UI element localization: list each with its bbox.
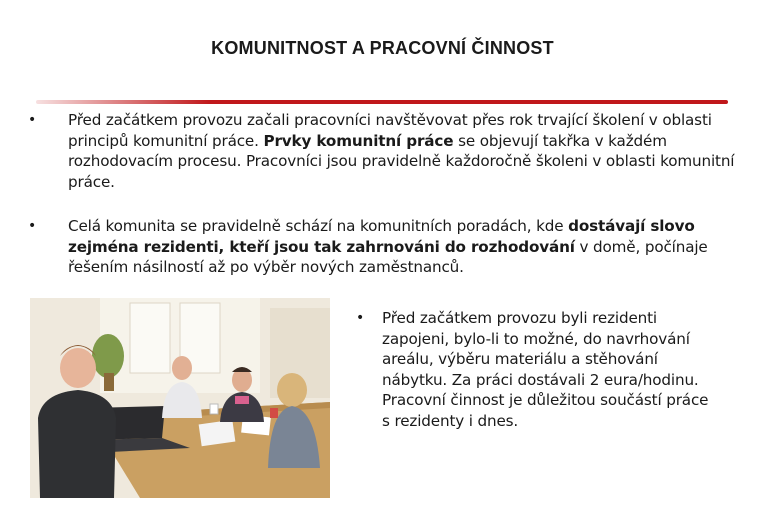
bullet-marker: • [28, 112, 37, 128]
slide-title: KOMUNITNOST A PRACOVNÍ ČINNOST [211, 38, 554, 58]
bullet-1-text-a: Před začátkem provozu začali pracovníci navštěvovat přes rok trvající školení v oblasti principů komunitní práce. [68, 111, 712, 150]
bullet-2-text-b: dostávají slovo zejména rezidenti, kteří jsou tak zahrnováni do rozhodování [68, 217, 695, 256]
meeting-photo [30, 298, 330, 498]
bullet-3 [356, 308, 714, 431]
bullet-1-text-b: Prvky komunitní práce [263, 131, 454, 150]
bullet-3-text: Před začátkem provozu byli rezidenti zapojeni, bylo-li to možné, do navrhování areálu, výběru materiálu a stěhování nábytku. Za práci dostávali 2 eura/hodinu. Pracovní činnost je důležitou součástí práce s rezidenty i dnes. [382, 309, 709, 430]
title-divider [36, 100, 728, 104]
bullet-marker: • [356, 310, 365, 326]
bullet-2 [28, 216, 758, 278]
bullet-1 [28, 110, 758, 192]
bullet-2-text-c: v domě, počínaje řešením násilností až po výběr nových zaměstnanců. [68, 237, 708, 276]
bullet-1-text-c: se objevují takřka v každém rozhodovacím procesu. Pracovníci jsou pravidelně každoročně školeni v oblasti komunitní práce. [68, 131, 735, 191]
bullet-marker: • [28, 218, 37, 234]
bullet-2-text-a: Celá komunita se pravidelně schází na komunitních poradách, kde [68, 217, 569, 235]
